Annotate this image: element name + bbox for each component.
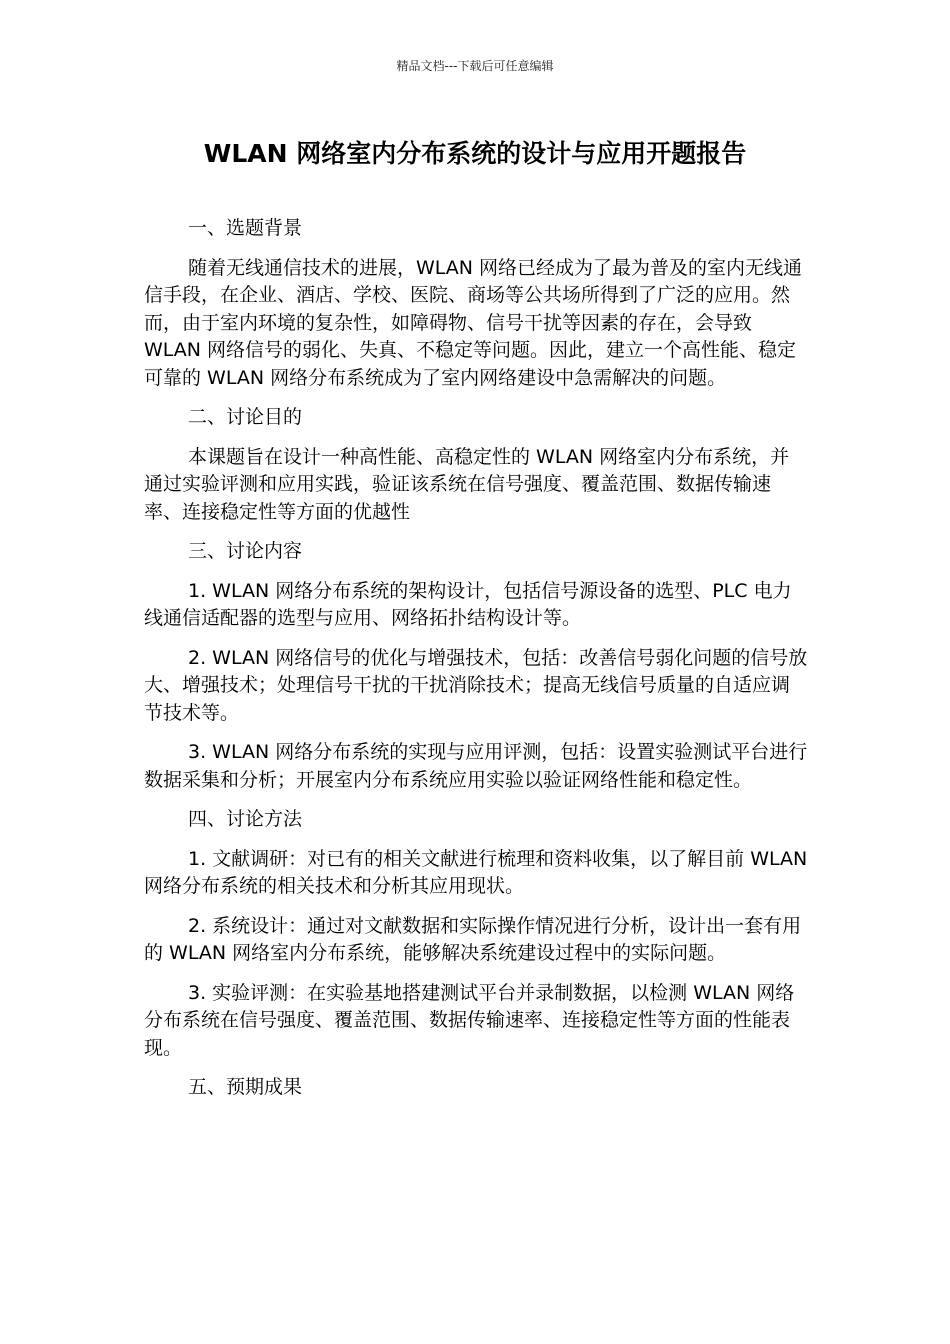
section-paragraph: 2. WLAN 网络信号的优化与增强技术，包括：改善信号弱化问题的信号放大、增强技术；处理信号干扰的干扰消除技术；提高无线信号质量的自适应调节技术等。 [144,646,808,724]
section-paragraph: 2. 系统设计：通过对文献数据和实际操作情况进行分析，设计出一套有用的 WLAN 网络室内分布系统，能够解决系统建设过程中的实际问题。 [144,914,802,964]
section-heading: 四、讨论方法 [188,808,303,830]
section-paragraph: 3. WLAN 网络分布系统的实现与应用评测，包括：设置实验测试平台进行数据采集和分析；开展室内分布系统应用实验以验证网络性能和稳定性。 [144,741,808,791]
document-body [144,215,808,1114]
section-paragraph: 1. WLAN 网络分布系统的架构设计，包括信号源设备的选型、PLC 电力线通信适配器的选型与应用、网络拓扑结构设计等。 [144,579,792,629]
document-title: WLAN 网络室内分布系统的设计与应用开题报告 [203,139,747,168]
section-2 [144,404,808,526]
section-heading: 三、讨论内容 [188,540,303,562]
section-paragraph: 3. 实验评测：在实验基地搭建测试平台并录制数据，以检测 WLAN 网络分布系统在信号强度、覆盖范围、数据传输速率、连接稳定性等方面的性能表现。 [144,981,795,1059]
section-paragraph: 本课题旨在设计一种高性能、高稳定性的 WLAN 网络室内分布系统，并通过实验评测和应用实践，验证该系统在信号强度、覆盖范围、数据传输速率、连接稳定性等方面的优越性 [144,445,790,523]
section-paragraph: 1. 文献调研：对已有的相关文献进行梳理和资料收集，以了解目前 WLAN 网络分布系统的相关技术和分析其应用现状。 [144,847,808,897]
section-4 [144,806,808,1062]
section-3 [144,538,808,794]
section-heading: 二、讨论目的 [188,406,303,428]
section-paragraph: 随着无线通信技术的进展，WLAN 网络已经成为了最为普及的室内无线通信手段，在企业、酒店、学校、医院、商场等公共场所得到了广泛的应用。然而，由于室内环境的复杂性，如障碍物、信号干扰等因素的存在，会导致 WLAN 网络信号的弱化、失真、不稳定等问题。因此，建立一个高性能、稳定可靠的 WLAN 网络分布系统成为了室内网络建设中急需解决的问题。 [144,256,803,389]
section-heading: 五、预期成果 [188,1076,303,1098]
section-5 [144,1074,808,1102]
section-heading: 一、选题背景 [188,217,303,239]
section-1 [144,215,808,392]
header-note: 精品文档---下载后可任意编辑 [396,59,554,73]
